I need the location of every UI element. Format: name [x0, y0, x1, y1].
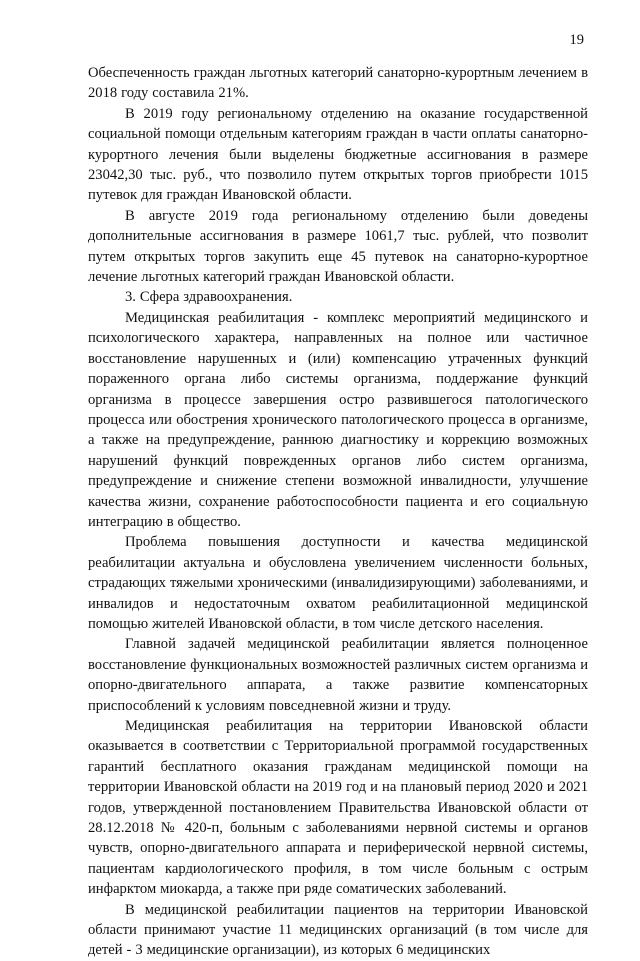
section-heading-healthcare: 3. Сфера здравоохранения.: [125, 289, 293, 306]
paragraph-rehabilitation-goal: Главной задачей медицинской реабилитации является полноценное восстановление функциональных возможностей различных систем организма и опорно-двигательного аппарата, а также развитие компенсаторных приспособлений к условиям повседневной жизни и труду.: [88, 636, 588, 714]
paragraph-coverage-2018: Обеспеченность граждан льготных категорий санаторно-курортным лечением в 2018 году составила 21%.: [88, 65, 588, 102]
paragraph-medical-organizations: В медицинской реабилитации пациентов на территории Ивановской области принимают участие 11 медицинских организаций (в том числе для детей - 3 медицинские организации), из которых 6 медицинских: [88, 901, 588, 959]
paragraph-territorial-program: Медицинская реабилитация на территории Ивановской области оказывается в соответствии с Территориальной программой государственных гарантий бесплатного оказания гражданам медицинской помощи на территории Ивановской области на 2019 год и на плановый период 2020 и 2021 годов, утвержденной постановлением Правительства Ивановской области от 28.12.2018 № 420-п, больным с заболеваниями нервной системы и органов чувств, опорно-двигательного аппарата и периферической нервной системы, пациентам кардиологического профиля, в том числе больным с острым инфарктом миокарда, а также при ряде соматических заболеваний.: [88, 718, 588, 898]
page-number: 19: [569, 32, 584, 48]
paragraph-additional-allocations: В августе 2019 года региональному отделению были доведены дополнительные ассигнования в размере 1061,7 тыс. рублей, что позволит путем открытых торгов закупить еще 45 путевок на санаторно-курортное лечение льготных категорий граждан Ивановской области.: [88, 207, 588, 286]
paragraph-allocations-2019: В 2019 году региональному отделению на оказание государственной социальной помощи отдельным категориям граждан в части оплаты санаторно-курортного лечения были выделены бюджетные ассигнования в размере 23042,30 тыс. руб., что позволило путем открытых торгов приобрести 1015 путевок для граждан Ивановской области.: [88, 105, 588, 204]
paragraph-rehabilitation-problem: Проблема повышения доступности и качества медицинской реабилитации актуальна и обусловлена увеличением численности больных, страдающих тяжелыми хроническими (инвалидизирующими) заболеваниями, и инвалидов и недостаточным охватом реабилитационной медицинской помощью жителей Ивановской области, в том числе детского населения.: [88, 534, 588, 632]
paragraph-rehabilitation-definition: Медицинская реабилитация - комплекс мероприятий медицинского и психологического характера, направленных на полное или частичное восстановление нарушенных и (или) компенсацию утраченных функций пораженного органа либо системы организма, поддержание функций организма в процессе завершения остро развившегося патологического процесса или обострения хронического патологического процесса в организме, а также на предупреждение, раннюю диагностику и коррекцию возможных нарушений функций поврежденных органов либо систем организма, предупреждение и снижение степени возможной инвалидности, улучшение качества жизни, сохранение работоспособности пациента и его социальную интеграцию в общество.: [88, 309, 588, 530]
document-body: [88, 63, 588, 961]
